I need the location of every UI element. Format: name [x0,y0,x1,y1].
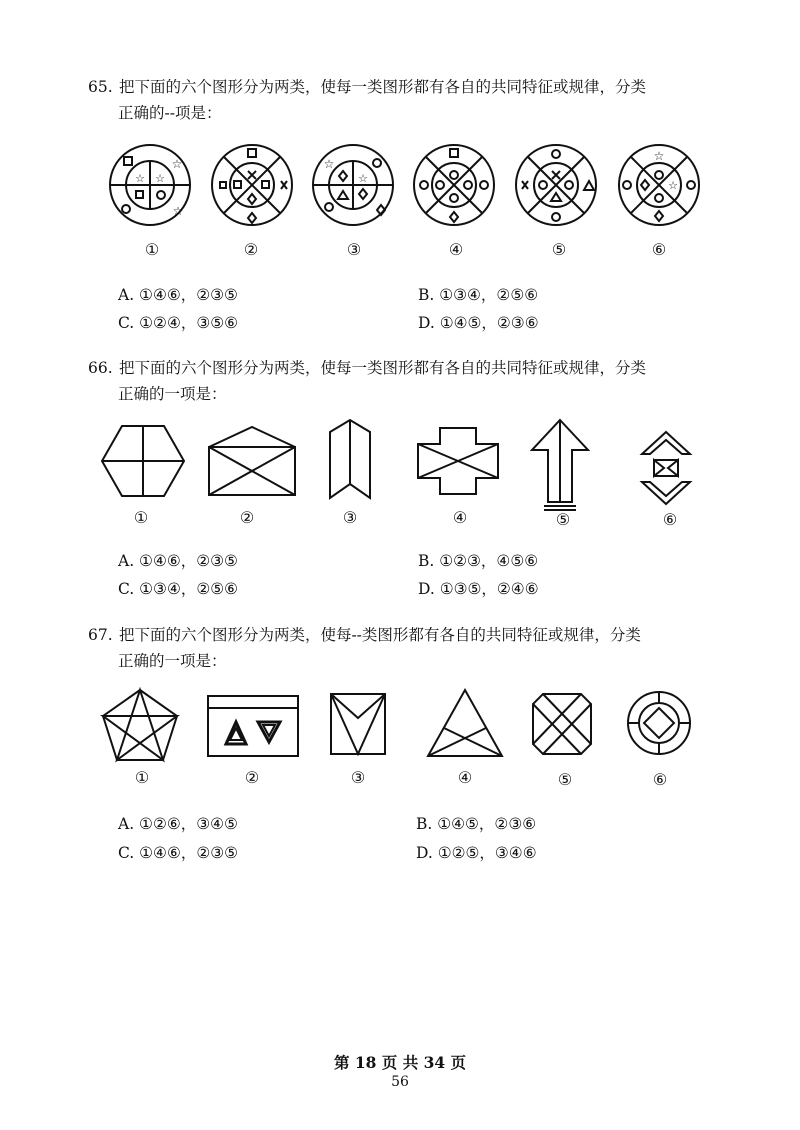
q67-label-4: ④ [457,768,473,787]
q66-figure-3 [328,418,372,500]
q67-option-c[interactable]: C. ①④⑥，②③⑤ [118,844,239,862]
question-number: 65. [88,78,113,96]
q67-label-2: ② [244,768,260,787]
svg-text:☆: ☆ [358,172,368,185]
q66-label-3: ③ [342,508,358,527]
q66-figure-2 [207,425,297,497]
q67-option-a[interactable]: A. ①②⑥，③④⑤ [118,815,238,833]
svg-text:☆: ☆ [172,204,184,218]
q65-label-4: ④ [448,240,464,259]
q65-figures [0,140,800,270]
q65-figure-4 [412,143,496,227]
q67-label-3: ③ [350,768,366,787]
question-number: 66. [88,359,113,377]
question-number: 67. [88,626,113,644]
q65-option-a[interactable]: A. ①④⑥，②③⑤ [118,286,238,304]
question-text: 把下面的六个图形分为两类，使每一类图形都有各自的共同特征或规律，分类 [118,359,646,377]
q65-label-2: ② [243,240,259,259]
q66-label-6: ⑥ [662,510,678,529]
q66-figure-4 [416,426,500,496]
q65-option-b[interactable]: B. ①③④，②⑤⑥ [418,286,539,304]
q65-label-1: ① [144,240,160,259]
q66-figure-5 [530,418,590,512]
q67-label-5: ⑤ [557,770,573,789]
q66-option-a[interactable]: A. ①④⑥，②③⑤ [118,552,238,570]
question-67 [88,622,728,674]
page-info: 第 18 页 共 34 页 [333,1053,467,1072]
q66-label-5: ⑤ [555,510,571,529]
q65-option-c[interactable]: C. ①②④，③⑤⑥ [118,314,239,332]
q65-label-3: ③ [346,240,362,259]
q67-figure-2 [206,694,300,758]
q66-label-4: ④ [452,508,468,527]
svg-text:☆: ☆ [668,179,678,192]
q66-figures [0,418,800,538]
q66-option-d[interactable]: D. ①③⑤，②④⑥ [418,580,539,598]
svg-text:☆: ☆ [171,157,183,171]
q65-label-5: ⑤ [551,240,567,259]
question-text-continued: 正确的一项是： [118,652,227,670]
q67-figure-1 [101,688,179,762]
question-65 [88,74,728,126]
q65-figure-5 [514,143,598,227]
question-text-continued: 正确的--项是： [118,104,222,122]
q67-figure-4 [426,688,504,758]
q67-option-b[interactable]: B. ①④⑤，②③⑥ [416,815,537,833]
q67-figure-3 [329,692,387,756]
svg-text:☆: ☆ [155,172,165,185]
q67-option-d[interactable]: D. ①②⑤，③④⑥ [416,844,537,862]
q66-figure-1 [100,424,186,498]
q65-label-6: ⑥ [651,240,667,259]
svg-text:☆: ☆ [653,149,665,163]
q67-figures [0,688,800,798]
q65-figure-1 [108,143,192,227]
q66-option-c[interactable]: C. ①③④，②⑤⑥ [118,580,239,598]
q67-figure-5 [531,692,593,756]
q67-label-1: ① [134,768,150,787]
q66-label-1: ① [133,508,149,527]
question-text: 把下面的六个图形分为两类，使每--类图形都有各自的共同特征或规律，分类 [118,626,641,644]
svg-text:☆: ☆ [135,172,145,185]
q67-figure-6 [626,690,692,756]
q65-option-d[interactable]: D. ①④⑤，②③⑥ [418,314,539,332]
q65-figure-6 [617,143,701,227]
q66-label-2: ② [239,508,255,527]
q67-label-6: ⑥ [652,770,668,789]
q66-figure-6 [640,430,692,506]
q65-figure-3 [311,143,395,227]
page-number: 56 [391,1074,409,1090]
question-text: 把下面的六个图形分为两类，使每一类图形都有各自的共同特征或规律，分类 [118,78,646,96]
q65-figure-2 [210,143,294,227]
question-66 [88,355,728,407]
svg-text:☆: ☆ [323,157,335,171]
q66-option-b[interactable]: B. ①②③，④⑤⑥ [418,552,539,570]
question-text-continued: 正确的一项是： [118,385,227,403]
